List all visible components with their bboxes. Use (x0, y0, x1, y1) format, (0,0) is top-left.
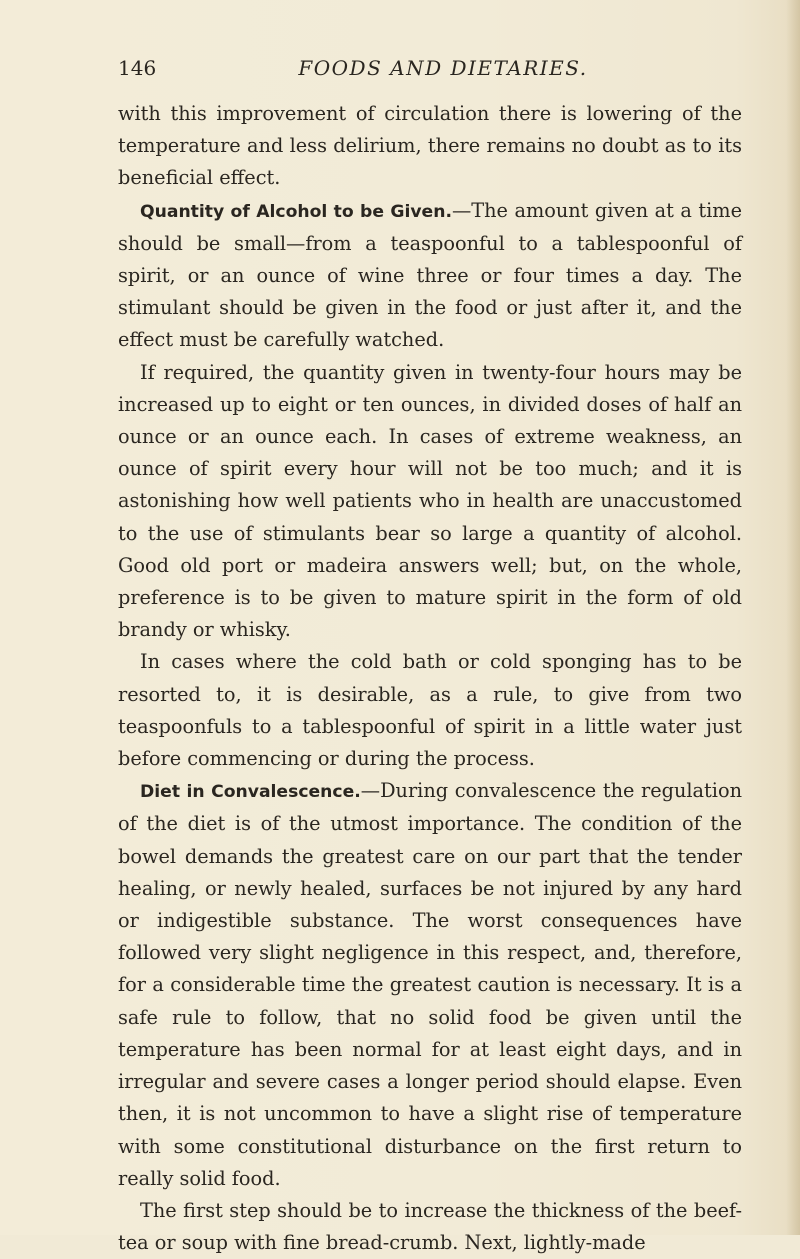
paragraph-text: If required, the quantity given in twenty-four hours may be increased up to eight or ten ounces, in divided doses of half an ounce or an ounce each. In cases of extreme weakness, an ounce of spirit every hour will not be too much; and it is astonishing how well patients who in health are unaccustomed to the use of stimulants bear so large a quantity of alcohol. Good old port or madeira answers well; but, on the whole, preference is to be given to mature spirit in the form of old brandy or whisky. (118, 360, 742, 642)
paragraph-text: The first step should be to increase the thickness of the beef-tea or soup with fine bread-crumb. Next, lightly-made (118, 1198, 742, 1255)
paragraph-text: In cases where the cold bath or cold sponging has to be resorted to, it is desirable, as a rule, to give from two teaspoonfuls to a tablespoonful of spirit in a little water just before commencing or during the process. (118, 650, 742, 771)
running-head: FOODS AND DIETARIES. (298, 56, 588, 80)
paragraph-5 (118, 775, 742, 1195)
page-header (118, 56, 738, 86)
paragraph-2 (118, 195, 742, 357)
page-edge-shadow (786, 0, 800, 1235)
paragraph-1 (118, 98, 742, 195)
body-text (118, 98, 742, 1259)
section-heading-quantity-of-alcohol: Quantity of Alcohol to be Given. (140, 201, 452, 222)
page-number: 146 (118, 56, 157, 80)
paragraph-4 (118, 646, 742, 775)
paragraph-text: with this improvement of circulation there is lowering of the temperature and less delirium, there remains no doubt as to its beneficial effect. (118, 102, 742, 190)
paragraph-text: —The amount given at a time should be small—from a teaspoonful to a tablespoonful of spirit, or an ounce of wine three or four times a day. The stimulant should be given in the food or just after it, and the effect must be carefully watched. (118, 198, 742, 352)
paragraph-6 (118, 1195, 742, 1259)
paragraph-text: —During convalescence the regulation of the diet is of the utmost importance. The condition of the bowel demands the greatest care on our part that the tender healing, or newly healed, surfaces be not injured by any hard or indigestible substance. The worst consequences have followed very slight negligence in this respect, and, therefore, for a considerable time the greatest caution is necessary. It is a safe rule to follow, that no solid food be given until the temperature has been normal for at least eight days, and in irregular and severe cases a longer period should elapse. Even then, it is not uncommon to have a slight rise of temperature with some constitutional disturbance on the first return to really solid food. (118, 779, 742, 1190)
section-heading-diet-in-convalescence: Diet in Convalescence. (140, 782, 361, 803)
paragraph-3 (118, 357, 742, 647)
